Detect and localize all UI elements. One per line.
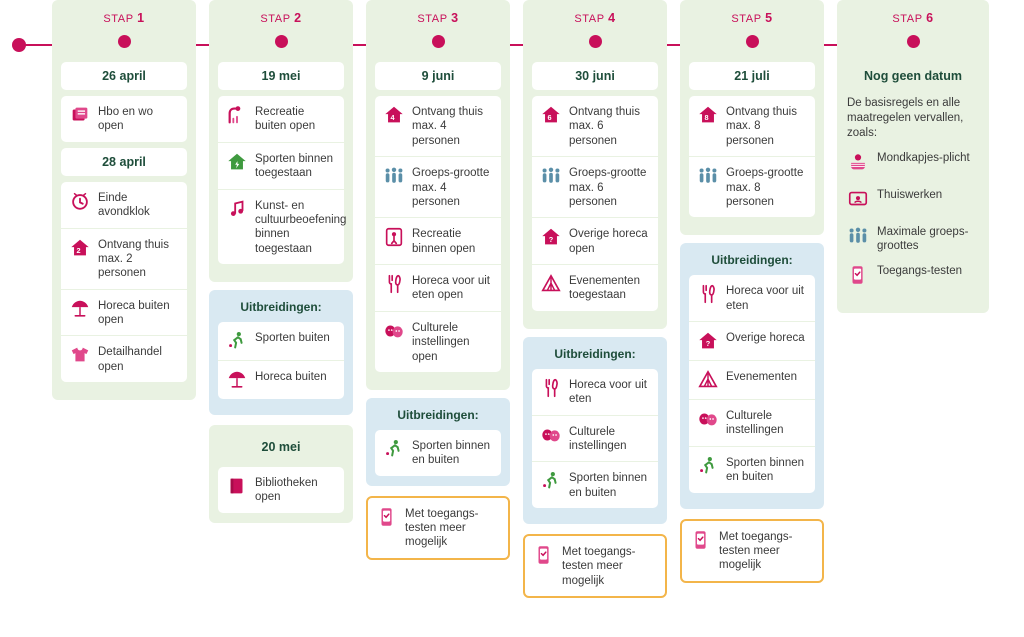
step-5-label: [689, 11, 815, 25]
home-visitors-icon: [383, 104, 405, 126]
svg-text:?: ?: [548, 235, 554, 245]
step-2-dot: [275, 35, 288, 48]
terrace-icon: [226, 369, 248, 391]
step-5-expansions: [680, 243, 824, 508]
hospitality-other-icon: [540, 226, 562, 248]
list-item: [61, 335, 187, 382]
svg-text:8: 8: [704, 113, 709, 123]
list-item-label: Thuiswerken: [877, 188, 943, 201]
step-2-word: STAP: [260, 13, 291, 25]
step-3-date: 9 juni: [375, 62, 501, 90]
list-item-label: Sporten binnen en buiten: [726, 456, 805, 484]
cutlery-icon: [540, 377, 562, 399]
step-4-number: 4: [608, 11, 616, 25]
list-item: [689, 156, 815, 217]
step-2-number: 2: [294, 11, 302, 25]
step-column-5: [680, 0, 835, 598]
list-item: [847, 151, 979, 178]
access-test-icon: [533, 544, 555, 566]
list-item: [61, 228, 187, 289]
step-1-word: STAP: [103, 13, 134, 25]
list-item: [61, 289, 187, 336]
list-item: [532, 415, 658, 462]
step-5-access-test: [680, 519, 824, 583]
list-item-label: Groeps-grootte max. 4 personen: [412, 167, 490, 208]
list-item-label: Mondkapjes-plicht: [877, 151, 970, 164]
list-item: [226, 475, 336, 505]
list-item-label: Recreatie binnen open: [412, 228, 476, 255]
list-item: [218, 142, 344, 189]
expansion-title: Uitbreidingen:: [711, 253, 793, 268]
step-6-intro: De basisregels en alle maatregelen vervallen, zoals:: [847, 97, 964, 139]
terrace-icon: [69, 298, 91, 320]
cutlery-icon: [697, 283, 719, 305]
expansion-title: Uitbreidingen:: [240, 300, 322, 314]
list-item-label: Culturele instellingen open: [412, 321, 470, 363]
hospitality-other-icon: [697, 330, 719, 352]
group-icon: [383, 165, 405, 187]
list-item-label: Horeca voor uit eten: [726, 285, 804, 312]
list-item: [218, 360, 344, 399]
list-item-label: Horeca voor uit eten: [569, 378, 647, 406]
list-item-label: Evenementen: [726, 371, 797, 383]
list-item: [218, 96, 344, 142]
list-item: [532, 264, 658, 311]
list-item-label: Detailhandel open: [98, 346, 162, 373]
list-item: [689, 360, 815, 399]
runner-icon: [697, 455, 719, 477]
step-4-cards: [532, 96, 658, 311]
list-item-label: Met toegangs-testen meer mogelijk: [719, 530, 793, 572]
access-test-icon: [690, 529, 712, 551]
step-5-word: STAP: [731, 13, 762, 25]
step-6-dot: [907, 35, 920, 48]
step-3-word: STAP: [417, 13, 448, 25]
list-item-label: Sporten binnen en buiten: [412, 439, 491, 467]
step-1-date: 26 april: [61, 62, 187, 90]
list-item-label: Met toegangs-testen meer mogelijk: [562, 546, 636, 587]
theatre-masks-icon: [540, 424, 562, 446]
list-item-label: Culturele instellingen: [726, 410, 784, 437]
step-4-word: STAP: [574, 13, 605, 25]
step-6-label: [847, 11, 979, 25]
access-test-icon: [376, 506, 398, 528]
step-2-expansions: [209, 290, 353, 415]
home-visitors-icon: [69, 237, 91, 259]
svg-text:6: 6: [547, 113, 552, 123]
step-3-number: 3: [451, 11, 459, 25]
svg-text:2: 2: [76, 245, 81, 255]
books-icon: [69, 104, 91, 126]
list-item: [847, 225, 979, 254]
step-1-dot: [118, 35, 131, 48]
list-item-label: Ontvang thuis max. 4 personen: [412, 106, 483, 147]
book-icon: [226, 475, 248, 497]
list-item-label: Sporten binnen toegestaan: [255, 152, 334, 180]
list-item-label: Ontvang thuis max. 6 personen: [569, 106, 640, 147]
event-tent-icon: [540, 273, 562, 295]
list-item: [690, 529, 814, 573]
cutlery-icon: [383, 273, 405, 295]
tshirt-icon: [69, 344, 91, 366]
list-item-label: Overige horeca: [726, 332, 805, 344]
runner-icon: [383, 438, 405, 460]
recreation-indoor-icon: [383, 226, 405, 248]
list-item: [218, 322, 344, 360]
step-3-cards: [375, 96, 501, 372]
step-5-number: 5: [765, 11, 773, 25]
step-3-dot: [432, 35, 445, 48]
list-item-label: Ontvang thuis max. 8 personen: [726, 106, 797, 147]
step-6-word: STAP: [892, 13, 923, 25]
list-item-label: Horeca buiten: [255, 371, 327, 383]
step-4-date: 30 juni: [532, 62, 658, 90]
list-item: [689, 399, 815, 446]
step-1-date-2: 28 april: [61, 148, 187, 176]
curfew-clock-icon: [69, 190, 91, 212]
list-item-label: Horeca buiten open: [98, 299, 170, 326]
step-3-access-test: [366, 496, 510, 560]
list-item-label: Groeps-grootte max. 6 personen: [569, 167, 647, 208]
runner-icon: [226, 330, 248, 352]
step-2-expansion-cards: [218, 322, 344, 399]
list-item: [847, 264, 979, 291]
step-4-access-test: [523, 534, 667, 598]
list-item-label: Sporten buiten: [255, 332, 330, 344]
step-2-cards: [218, 96, 347, 264]
step-2-sub-date: 20 mei: [261, 440, 301, 454]
step-2-label: [218, 11, 344, 25]
list-item-label: Toegangs-testen: [877, 264, 963, 277]
step-1-number: 1: [137, 11, 145, 25]
list-item-label: Einde avondklok: [98, 191, 150, 219]
list-item-label: Met toegangs-testen meer mogelijk: [405, 507, 479, 549]
list-item: [375, 96, 501, 156]
step-4-expansions: [523, 337, 667, 524]
list-item-label: Hbo en wo open: [98, 106, 153, 133]
step-2-sub-panel: [209, 425, 353, 523]
home-visitors-icon: [697, 104, 719, 126]
theatre-masks-icon: [383, 320, 405, 342]
step-3-expansions: [366, 398, 510, 486]
step-5-expansion-cards: [689, 275, 815, 492]
step-column-3: [366, 0, 521, 598]
step-1-label: [61, 11, 187, 25]
list-item: [532, 461, 658, 508]
step-4-label: [532, 11, 658, 25]
expansion-title: Uitbreidingen:: [397, 407, 479, 422]
group-icon: [540, 165, 562, 187]
list-item-label: Bibliotheken open: [255, 477, 318, 504]
list-item-label: Sporten binnen en buiten: [569, 472, 648, 499]
music-note-icon: [226, 198, 248, 220]
list-item: [689, 96, 815, 156]
step-5-cards: [689, 96, 815, 217]
step-6-panel: [837, 0, 989, 313]
list-item: [375, 311, 501, 372]
step-4-dot: [589, 35, 602, 48]
step-4-panel: [523, 0, 667, 329]
list-item: [532, 156, 658, 217]
step-column-2: [209, 0, 364, 598]
face-mask-icon: [847, 151, 869, 178]
step-3-label: [375, 11, 501, 25]
group-icon: [697, 165, 719, 187]
list-item: [376, 506, 500, 550]
step-column-4: [523, 0, 678, 598]
list-item: [69, 104, 179, 134]
list-item-label: Groeps-grootte max. 8 personen: [726, 167, 804, 208]
list-item: [375, 156, 501, 217]
list-item: [533, 544, 657, 588]
home-work-icon: [847, 188, 869, 215]
step-2-sub-card: [218, 467, 344, 513]
sports-indoor-icon: [226, 151, 248, 173]
list-item-label: Recreatie buiten open: [255, 106, 316, 133]
step-5-dot: [746, 35, 759, 48]
step-6-date: Nog geen datum: [864, 69, 962, 83]
svg-text:4: 4: [390, 113, 395, 123]
step-1-card-2: [61, 182, 187, 382]
access-test-icon: [847, 264, 869, 291]
list-item: [383, 438, 493, 468]
step-5-panel: [680, 0, 824, 235]
step-3-panel: [366, 0, 510, 390]
list-item-label: Evenementen toegestaan: [569, 275, 640, 302]
list-item: [532, 217, 658, 264]
home-visitors-icon: [540, 104, 562, 126]
svg-text:?: ?: [705, 339, 711, 349]
left-spacer: [0, 0, 52, 598]
list-item: [375, 217, 501, 264]
list-item: [847, 188, 979, 215]
group-icon: [847, 225, 869, 252]
step-2-panel: [209, 0, 353, 282]
event-tent-icon: [697, 369, 719, 391]
expansion-title: Uitbreidingen:: [554, 346, 636, 361]
list-item-label: Ontvang thuis max. 2 personen: [98, 238, 169, 280]
step-1-panel: [52, 0, 196, 400]
step-5-date: 21 juli: [689, 62, 815, 90]
step-6-number: 6: [926, 11, 934, 25]
step-1-card-1: [61, 96, 187, 142]
list-item: [61, 182, 187, 228]
list-item: [375, 264, 501, 311]
list-item: [532, 96, 658, 156]
list-item: [532, 369, 658, 415]
list-item-label: Overige horeca open: [569, 228, 648, 255]
list-item: [689, 275, 815, 321]
step-4-expansion-cards: [532, 369, 658, 508]
list-item: [689, 446, 815, 493]
list-item-label: Kunst- en cultuurbeoefening binnen toegestaan: [255, 199, 347, 255]
runner-icon: [540, 470, 562, 492]
list-item: [218, 189, 347, 265]
list-item-label: Maximale groeps-groottes: [877, 225, 969, 253]
list-item: [689, 321, 815, 360]
theatre-masks-icon: [697, 408, 719, 430]
step-column-6: [837, 0, 997, 598]
step-3-expansion-card: [375, 430, 501, 476]
step-2-date: 19 mei: [218, 62, 344, 90]
list-item-label: Culturele instellingen: [569, 425, 627, 452]
step-column-1: [52, 0, 207, 598]
playground-icon: [226, 104, 248, 126]
list-item-label: Horeca voor uit eten open: [412, 275, 490, 302]
